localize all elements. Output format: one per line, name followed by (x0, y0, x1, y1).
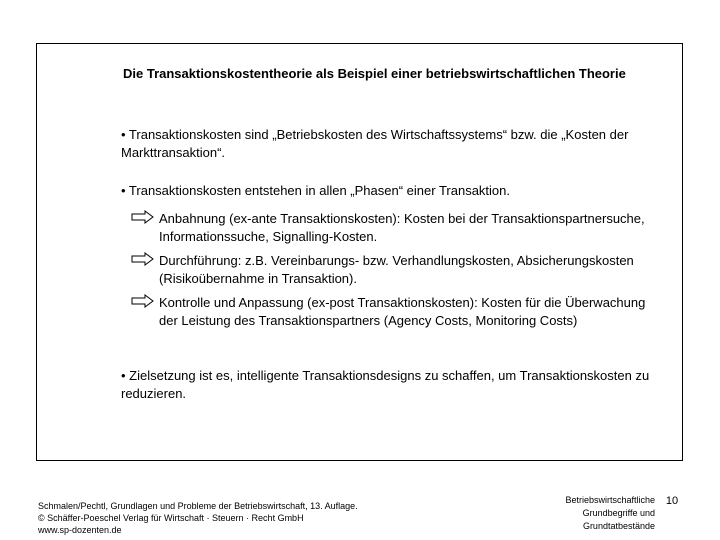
footer-source-line: Schmalen/Pechtl, Grundlagen und Probleme der Betriebswirtschaft, 13. Auflage. (38, 501, 358, 511)
footer-section-line: Grundtatbestände (582, 521, 655, 531)
arrow-right-icon (131, 210, 155, 224)
bullet-transaction-phases: • Transaktionskosten entstehen in allen „Phasen“ einer Transaktion. (121, 183, 510, 198)
slide-title: Die Transaktionskostentheorie als Beispiel einer betriebswirtschaftlichen Theorie (123, 66, 626, 81)
bullet-objective: • Zielsetzung ist es, intelligente Transaktionsdesigns zu schaffen, um Transaktionskosten zu reduzieren. (121, 368, 650, 401)
phase-text: Kontrolle und Anpassung (ex-post Transaktionskosten): Kosten für die Überwachung der Leistung des Transaktionspartners (Agency Costs, Monitoring Costs) (159, 295, 646, 328)
footer-section-line: Grundbegriffe und (582, 508, 655, 518)
footer-copyright-line: © Schäffer-Poeschel Verlag für Wirtschaft · Steuern · Recht GmbH (38, 513, 304, 523)
phase-text: Durchführung: z.B. Vereinbarungs- bzw. Verhandlungskosten, Absicherungskosten (Risikoübernahme in Transaktion). (159, 253, 634, 286)
phase-item-execution (131, 252, 651, 288)
bullet-transaction-costs-definition: • Transaktionskosten sind „Betriebskosten des Wirtschaftssystems“ bzw. die „Kosten der Markttransaktion“. (121, 127, 629, 160)
phase-item-control (131, 294, 651, 330)
arrow-right-icon (131, 252, 155, 266)
phase-item-initiation (131, 210, 651, 246)
phase-text: Anbahnung (ex-ante Transaktionskosten): Kosten bei der Transaktionspartnersuche, Informationssuche, Signalling-Kosten. (159, 211, 645, 244)
page-number: 10 (665, 495, 679, 507)
footer-section-line: Betriebswirtschaftliche (565, 495, 655, 505)
footer-section-title (540, 494, 655, 533)
arrow-right-icon (131, 294, 155, 308)
footer-source (38, 500, 458, 536)
footer-website-line: www.sp-dozenten.de (38, 525, 122, 535)
